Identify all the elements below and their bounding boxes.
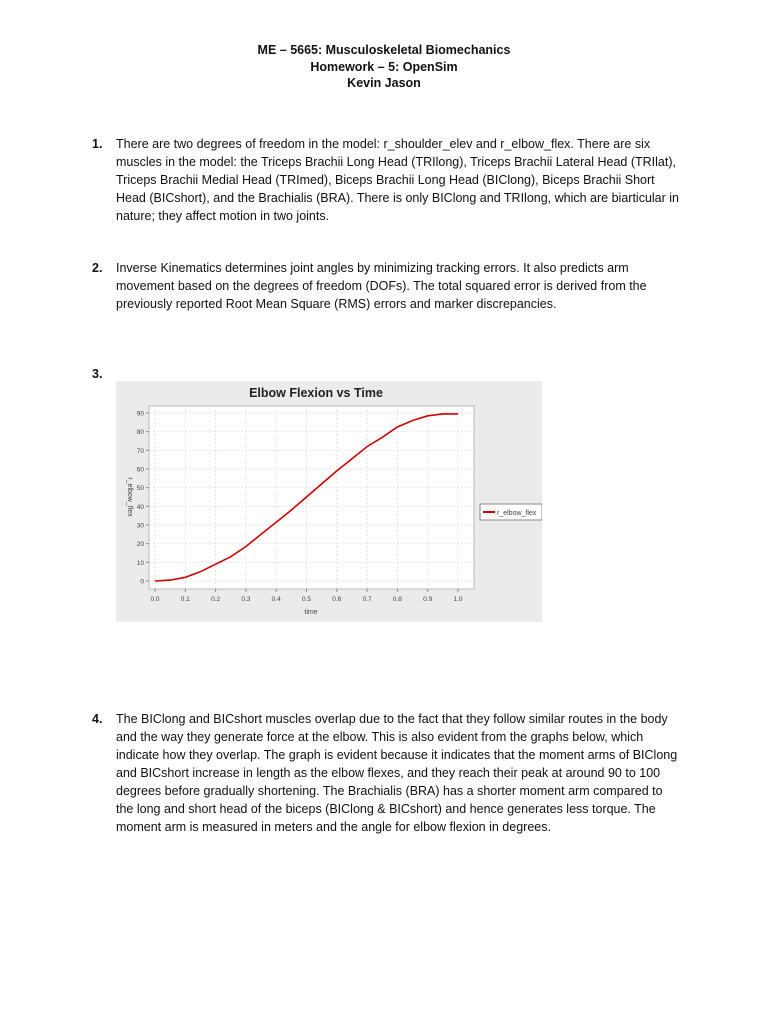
x-tick-label: 0.2 [211, 596, 221, 603]
x-tick-label: 0.1 [180, 596, 190, 603]
item-number: 2. [92, 261, 103, 275]
y-tick-label: 70 [136, 447, 144, 455]
elbow-flexion-chart [116, 381, 542, 622]
y-tick-label: 60 [136, 466, 144, 474]
x-tick-label: 0.4 [271, 596, 281, 603]
x-tick-label: 1.0 [453, 596, 463, 603]
y-axis-label: r_elbow_flex [126, 477, 133, 517]
document-header [0, 42, 768, 92]
x-tick-label: 0.8 [392, 596, 402, 603]
answer-2 [92, 259, 682, 313]
y-tick-label: 40 [136, 503, 144, 511]
y-tick-label: 30 [136, 522, 144, 530]
assignment-title: Homework – 5: OpenSim [310, 59, 458, 74]
x-tick-label: 0.0 [150, 596, 160, 603]
x-axis-label: time [304, 609, 318, 616]
y-tick-label: 80 [136, 429, 144, 437]
y-tick-label: 20 [136, 541, 144, 549]
item-text: Inverse Kinematics determines joint angles by minimizing tracking errors. It also predicts arm movement based on the degrees of freedom (DOFs). The total squared error is derived from the previously reported Root Mean Square (RMS) errors and marker discrepancies. [116, 261, 647, 311]
y-tick-label: 50 [136, 485, 144, 493]
chart-svg [116, 381, 542, 622]
y-tick-label: 90 [136, 410, 144, 418]
item-number: 1. [92, 137, 103, 151]
course-title: ME – 5665: Musculoskeletal Biomechanics [257, 43, 511, 57]
author-name: Kevin Jason [347, 76, 421, 90]
legend [480, 504, 542, 520]
answer-1 [92, 135, 682, 225]
plot-area [149, 406, 474, 589]
chart-title: Elbow Flexion vs Time [249, 386, 383, 400]
x-tick-label: 0.3 [241, 596, 251, 603]
x-tick-label: 0.6 [332, 596, 342, 603]
x-tick-label: 0.5 [301, 596, 312, 603]
item-text: There are two degrees of freedom in the model: r_shoulder_elev and r_elbow_flex. There are six muscles in the model: the Triceps Brachii Long Head (TRIlong), Triceps Brachii Lateral Head (TRIlat), Triceps Brachii Medial Head (TRImed), Biceps Brachii Long Head (BIClong), Biceps Brachii Short Head (BICshort), and the Brachialis (BRA). There is only BIClong and TRIlong, which are biarticular in nature; they affect motion in two joints. [116, 137, 679, 223]
legend-label: r_elbow_flex [497, 510, 537, 517]
item-text: The BIClong and BICshort muscles overlap due to the fact that they follow similar routes in the body and the way they generate force at the elbow. This is also evident from the graphs below, which indicate how they overlap. The graph is evident because it indicates that the moment arms of BIClong and BICshort increase in length as the elbow flexes, and they reach their peak at around 90 to 100 degrees before gradually shortening. The Brachialis (BRA) has a shorter moment arm compared to the long and short head of the biceps (BIClong & BICshort) and hence generates less torque. The moment arm is measured in meters and the angle for elbow flexion in degrees. [116, 712, 678, 834]
x-tick-label: 0.7 [362, 596, 372, 603]
y-tick-label: 10 [136, 559, 144, 567]
answer-4 [92, 710, 682, 836]
y-tick-label: 0 [140, 578, 144, 586]
x-tick-label: 0.9 [423, 596, 433, 603]
item-number: 3. [92, 367, 103, 381]
item-number: 4. [92, 712, 103, 726]
